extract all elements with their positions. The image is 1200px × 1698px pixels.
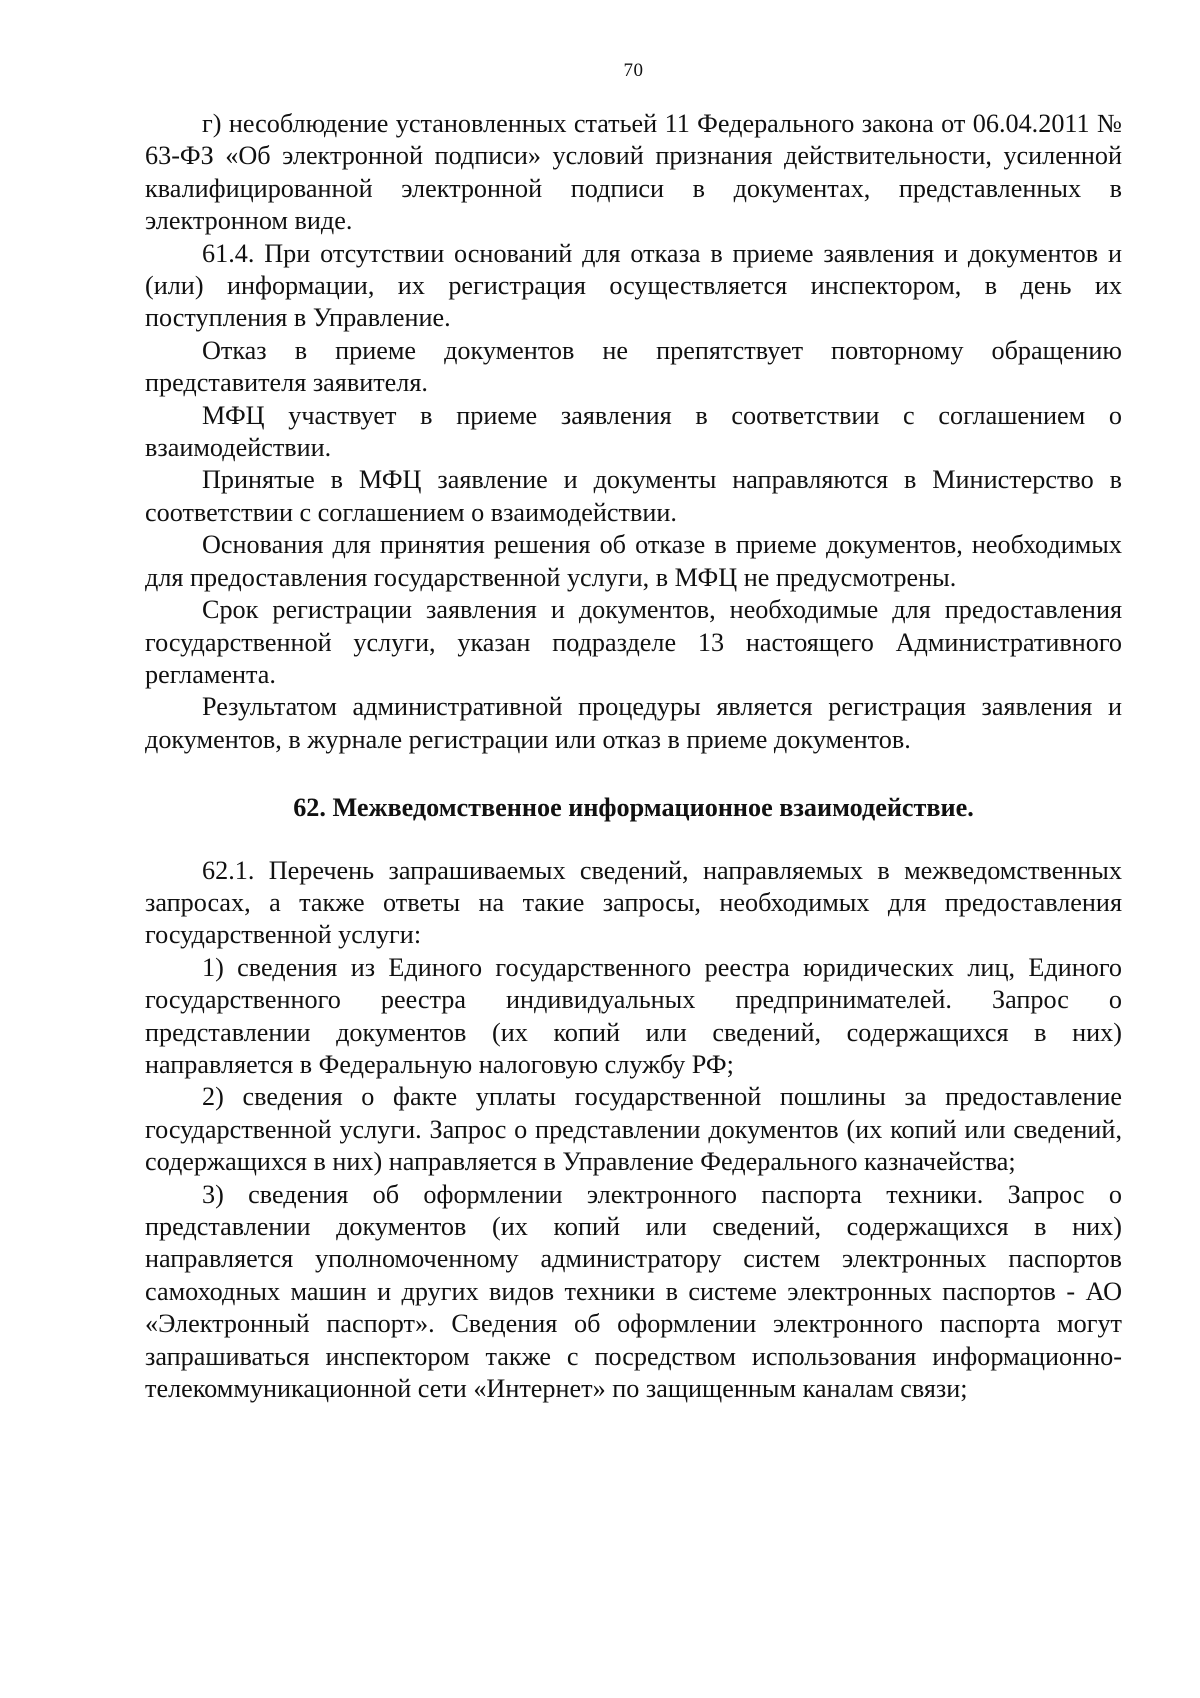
paragraph-mfc-forwarding: Принятые в МФЦ заявление и документы направляются в Министерство в соответствии с соглашением о взаимодействии. xyxy=(145,465,1122,527)
paragraph-mfc-participation: МФЦ участвует в приеме заявления в соответствии с соглашением о взаимодействии. xyxy=(145,400,1122,463)
section-heading-62: 62. Межведомственное информационное взаимодействие. xyxy=(293,793,974,823)
paragraph-procedure-result: Результатом административной процедуры является регистрация заявления и документов, в журнале регистрации или отказ в приеме документов. xyxy=(145,692,1122,754)
paragraph-refusal-no-obstacle: Отказ в приеме документов не препятствует повторному обращению представителя заявителя. xyxy=(145,335,1122,398)
paragraph-registration-term: Срок регистрации заявления и документов, необходимые для предоставления государственной услуги, указан подразделе 13 настоящего Административного регламента. xyxy=(145,595,1122,689)
paragraph-62-1-list: 62.1. Перечень запрашиваемых сведений, направляемых в межведомственных запросах, а также ответы на такие запросы, необходимых для предоставления государственной услуги: xyxy=(145,855,1122,950)
paragraph-mfc-no-refusal-grounds: Основания для принятия решения об отказе в приеме документов, необходимых для предоставления государственной услуги, в МФЦ не предусмотрены. xyxy=(145,530,1122,592)
document-page xyxy=(145,60,1122,1405)
paragraph-item-3-electronic-passport: 3) сведения об оформлении электронного паспорта техники. Запрос о представлении документов (их копий или сведений, содержащихся в них) направляется уполномоченному администратору систем электронных паспортов самоходных машин и других видов техники в системе электронных паспортов - АО «Электронный паспорт». Сведения об оформлении электронного паспорта могут запрашиваться инспектором также с посредством использования информационно-телекоммуникационной сети «Интернет» по защищенным каналам связи; xyxy=(145,1179,1122,1404)
paragraph-invalid-signature: г) несоблюдение установленных статьей 11 Федерального закона от 06.04.2011 № 63-ФЗ «Об электронной подписи» условий признания действительности, усиленной квалифицированной электронной подписи в документах, представленных в электронном виде. xyxy=(145,109,1122,236)
page-number: 70 xyxy=(623,60,644,81)
paragraph-item-2-state-duty: 2) сведения о факте уплаты государственной пошлины за предоставление государственной услуги. Запрос о представлении документов (их копий или сведений, содержащихся в них) направляется в Управление Федерального казначейства; xyxy=(145,1082,1122,1177)
paragraph-item-1-egrul: 1) сведения из Единого государственного реестра юридических лиц, Единого государственного реестра индивидуальных предпринимателей. Запрос о представлении документов (их копий или сведений, содержащихся в них) направляется в Федеральную налоговую службу РФ; xyxy=(145,952,1122,1079)
paragraph-61-4-registration: 61.4. При отсутствии оснований для отказа в приеме заявления и документов и (или) информации, их регистрация осуществляется инспектором, в день их поступления в Управление. xyxy=(145,238,1122,333)
